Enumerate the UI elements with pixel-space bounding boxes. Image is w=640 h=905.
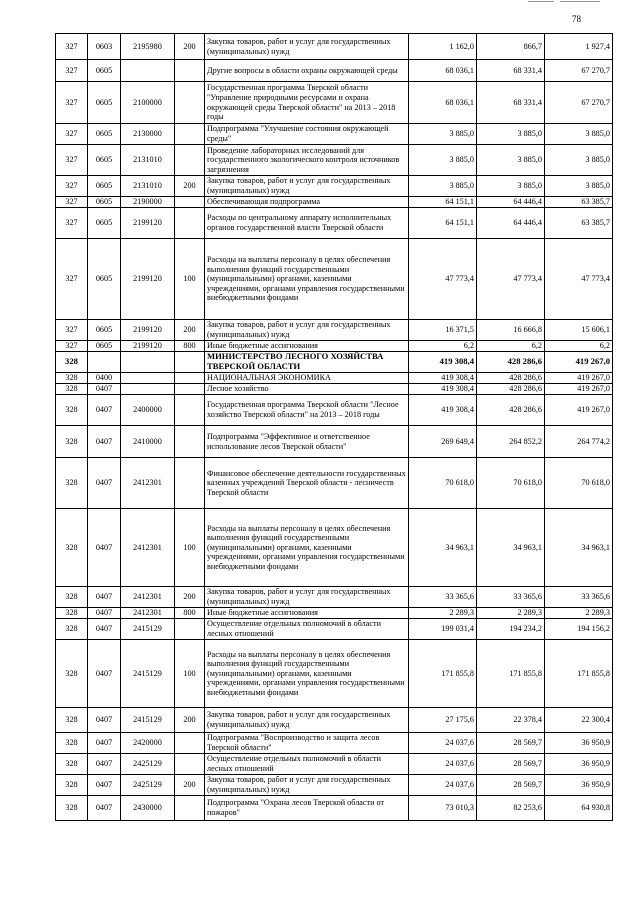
section-code-cell: 0407 [88, 754, 121, 775]
target-article-cell [121, 352, 175, 373]
section-code-cell: 0407 [88, 708, 121, 733]
section-code-cell: 0407 [88, 395, 121, 426]
dept-code-cell: 328 [56, 733, 88, 754]
expense-type-cell [175, 619, 205, 640]
dept-code-cell: 327 [56, 320, 88, 341]
item-name-cell: Осуществление отдельных полномочий в области лесных отношений [205, 619, 409, 640]
target-article-cell: 2410000 [121, 426, 175, 458]
section-code-cell: 0605 [88, 82, 121, 124]
item-name-cell: Расходы на выплаты персоналу в целях обеспечения выполнения функций государственными (муниципальными) органами, казенными учреждениями, органами управления государственными внебюджетными фондами [205, 239, 409, 320]
expense-type-cell [175, 373, 205, 384]
amount-2015-cell: 34 963,1 [477, 509, 545, 587]
amount-2014-cell: 33 365,6 [409, 587, 477, 608]
section-code-cell: 0605 [88, 341, 121, 352]
amount-2015-cell: 3 885,0 [477, 124, 545, 145]
expense-type-cell [175, 352, 205, 373]
amount-2016-cell: 194 156,2 [545, 619, 613, 640]
section-code-cell: 0407 [88, 775, 121, 796]
expense-type-cell [175, 458, 205, 509]
expense-type-cell: 100 [175, 239, 205, 320]
amount-2015-cell: 82 253,6 [477, 796, 545, 821]
amount-2014-cell: 2 289,3 [409, 608, 477, 619]
dept-code-cell: 327 [56, 60, 88, 82]
section-code-cell: 0605 [88, 197, 121, 208]
amount-2015-cell: 866,7 [477, 34, 545, 60]
amount-2015-cell: 428 286,6 [477, 384, 545, 395]
amount-2014-cell: 3 885,0 [409, 176, 477, 197]
table-row [56, 60, 613, 82]
item-name-cell: Подпрограмма "Воспроизводство и защита лесов Тверской области" [205, 733, 409, 754]
target-article-cell: 2420000 [121, 733, 175, 754]
amount-2014-cell: 34 963,1 [409, 509, 477, 587]
amount-2016-cell: 3 885,0 [545, 176, 613, 197]
amount-2016-cell: 15 606,1 [545, 320, 613, 341]
dept-code-cell: 328 [56, 796, 88, 821]
target-article-cell: 2425129 [121, 775, 175, 796]
table-row [56, 384, 613, 395]
table-row [56, 239, 613, 320]
amount-2016-cell: 3 885,0 [545, 124, 613, 145]
table-row [56, 82, 613, 124]
expense-type-cell [175, 796, 205, 821]
amount-2015-cell: 194 234,2 [477, 619, 545, 640]
amount-2015-cell: 68 331,4 [477, 60, 545, 82]
expense-type-cell: 200 [175, 775, 205, 796]
amount-2015-cell: 428 286,6 [477, 352, 545, 373]
amount-2015-cell: 47 773,4 [477, 239, 545, 320]
item-name-cell: Лесное хозяйство [205, 384, 409, 395]
expense-type-cell: 800 [175, 341, 205, 352]
section-code-cell [88, 352, 121, 373]
item-name-cell: Подпрограмма "Улучшение состояния окружающей среды" [205, 124, 409, 145]
amount-2014-cell: 24 037,6 [409, 754, 477, 775]
target-article-cell [121, 60, 175, 82]
dept-code-cell: 328 [56, 509, 88, 587]
table-row [56, 708, 613, 733]
amount-2014-cell: 68 036,1 [409, 60, 477, 82]
section-code-cell: 0605 [88, 208, 121, 239]
section-code-cell: 0407 [88, 509, 121, 587]
amount-2015-cell: 28 569,7 [477, 733, 545, 754]
amount-2014-cell: 6,2 [409, 341, 477, 352]
item-name-cell: Государственная программа Тверской области "Лесное хозяйство Тверской области" на 2013 – 2018 годы [205, 395, 409, 426]
item-name-cell: Государственная программа Тверской области "Управление природными ресурсами и охрана окружающей среды Тверской области" на 2013 – 2018 годы [205, 82, 409, 124]
amount-2016-cell: 63 385,7 [545, 208, 613, 239]
amount-2015-cell: 70 618,0 [477, 458, 545, 509]
item-name-cell: Закупка товаров, работ и услуг для государственных (муниципальных) нужд [205, 587, 409, 608]
amount-2016-cell: 36 950,9 [545, 775, 613, 796]
table-row [56, 124, 613, 145]
amount-2016-cell: 34 963,1 [545, 509, 613, 587]
dept-code-cell: 328 [56, 754, 88, 775]
target-article-cell: 2412301 [121, 458, 175, 509]
section-code-cell: 0407 [88, 587, 121, 608]
section-code-cell: 0605 [88, 60, 121, 82]
amount-2015-cell: 33 365,6 [477, 587, 545, 608]
amount-2014-cell: 419 308,4 [409, 352, 477, 373]
dept-code-cell: 327 [56, 239, 88, 320]
section-code-cell: 0603 [88, 34, 121, 60]
dept-code-cell: 327 [56, 145, 88, 176]
amount-2016-cell: 70 618,0 [545, 458, 613, 509]
item-name-cell: Подпрограмма "Эффективное и ответственное использование лесов Тверской области" [205, 426, 409, 458]
section-code-cell: 0400 [88, 373, 121, 384]
budget-table [55, 33, 613, 821]
amount-2016-cell: 419 267,0 [545, 352, 613, 373]
amount-2015-cell: 28 569,7 [477, 754, 545, 775]
dept-code-cell: 327 [56, 341, 88, 352]
dept-code-cell: 328 [56, 352, 88, 373]
amount-2015-cell: 64 446,4 [477, 197, 545, 208]
target-article-cell: 2199120 [121, 239, 175, 320]
table-row [56, 426, 613, 458]
table-row [56, 619, 613, 640]
expense-type-cell [175, 145, 205, 176]
item-name-cell: Закупка товаров, работ и услуг для государственных (муниципальных) нужд [205, 176, 409, 197]
dept-code-cell: 328 [56, 619, 88, 640]
section-code-cell: 0605 [88, 124, 121, 145]
section-code-cell: 0605 [88, 145, 121, 176]
amount-2015-cell: 16 666,8 [477, 320, 545, 341]
target-article-cell: 2412301 [121, 509, 175, 587]
amount-2016-cell: 64 930,8 [545, 796, 613, 821]
item-name-cell: НАЦИОНАЛЬНАЯ ЭКОНОМИКА [205, 373, 409, 384]
section-code-cell: 0407 [88, 426, 121, 458]
target-article-cell: 2130000 [121, 124, 175, 145]
target-article-cell: 2199120 [121, 320, 175, 341]
amount-2014-cell: 64 151,1 [409, 208, 477, 239]
item-name-cell: Проведение лабораторных исследований для государственного экологического контроля источников загрязнения [205, 145, 409, 176]
amount-2016-cell: 264 774,2 [545, 426, 613, 458]
item-name-cell: Закупка товаров, работ и услуг для государственных (муниципальных) нужд [205, 775, 409, 796]
amount-2016-cell: 1 927,4 [545, 34, 613, 60]
expense-type-cell: 200 [175, 708, 205, 733]
amount-2016-cell: 2 289,3 [545, 608, 613, 619]
amount-2014-cell: 47 773,4 [409, 239, 477, 320]
expense-type-cell [175, 754, 205, 775]
item-name-cell: Иные бюджетные ассигнования [205, 341, 409, 352]
target-article-cell: 2430000 [121, 796, 175, 821]
dept-code-cell: 327 [56, 176, 88, 197]
section-code-cell: 0407 [88, 458, 121, 509]
amount-2016-cell: 47 773,4 [545, 239, 613, 320]
dept-code-cell: 328 [56, 384, 88, 395]
item-name-cell: Иные бюджетные ассигнования [205, 608, 409, 619]
section-code-cell: 0407 [88, 733, 121, 754]
amount-2014-cell: 16 371,5 [409, 320, 477, 341]
dept-code-cell: 327 [56, 82, 88, 124]
table-row [56, 796, 613, 821]
amount-2014-cell: 419 308,4 [409, 384, 477, 395]
section-code-cell: 0407 [88, 796, 121, 821]
expense-type-cell: 200 [175, 176, 205, 197]
dept-code-cell: 327 [56, 34, 88, 60]
dept-code-cell: 328 [56, 640, 88, 708]
top-rule-right [560, 1, 600, 2]
dept-code-cell: 328 [56, 608, 88, 619]
expense-type-cell: 200 [175, 320, 205, 341]
expense-type-cell [175, 733, 205, 754]
target-article-cell: 2131010 [121, 176, 175, 197]
table-row [56, 373, 613, 384]
target-article-cell [121, 384, 175, 395]
section-code-cell: 0407 [88, 640, 121, 708]
expense-type-cell [175, 124, 205, 145]
amount-2014-cell: 24 037,6 [409, 733, 477, 754]
item-name-cell: Расходы на выплаты персоналу в целях обеспечения выполнения функций государственными (муниципальными) органами, казенными учреждениями, органами управления государственными внебюджетными фондами [205, 509, 409, 587]
amount-2014-cell: 419 308,4 [409, 395, 477, 426]
item-name-cell: Обеспечивающая подпрограмма [205, 197, 409, 208]
item-name-cell: Закупка товаров, работ и услуг для государственных (муниципальных) нужд [205, 34, 409, 60]
section-code-cell: 0407 [88, 384, 121, 395]
amount-2014-cell: 171 855,8 [409, 640, 477, 708]
amount-2015-cell: 3 885,0 [477, 145, 545, 176]
expense-type-cell [175, 426, 205, 458]
section-code-cell: 0605 [88, 176, 121, 197]
item-name-cell: Осуществление отдельных полномочий в области лесных отношений [205, 754, 409, 775]
amount-2015-cell: 264 852,2 [477, 426, 545, 458]
table-row [56, 352, 613, 373]
target-article-cell: 2400000 [121, 395, 175, 426]
item-name-cell: МИНИСТЕРСТВО ЛЕСНОГО ХОЗЯЙСТВА ТВЕРСКОЙ ОБЛАСТИ [205, 352, 409, 373]
item-name-cell: Закупка товаров, работ и услуг для государственных (муниципальных) нужд [205, 708, 409, 733]
dept-code-cell: 328 [56, 708, 88, 733]
expense-type-cell: 200 [175, 34, 205, 60]
item-name-cell: Расходы на выплаты персоналу в целях обеспечения выполнения функций государственными (муниципальными) органами, казенными учреждениями, органами управления государственными внебюджетными фондами [205, 640, 409, 708]
amount-2016-cell: 419 267,0 [545, 373, 613, 384]
top-rule-left [528, 1, 554, 2]
amount-2015-cell: 428 286,6 [477, 395, 545, 426]
amount-2016-cell: 63 385,7 [545, 197, 613, 208]
amount-2014-cell: 24 037,6 [409, 775, 477, 796]
dept-code-cell: 328 [56, 587, 88, 608]
amount-2016-cell: 419 267,0 [545, 395, 613, 426]
amount-2016-cell: 3 885,0 [545, 145, 613, 176]
expense-type-cell [175, 82, 205, 124]
amount-2015-cell: 428 286,6 [477, 373, 545, 384]
expense-type-cell [175, 384, 205, 395]
amount-2016-cell: 33 365,6 [545, 587, 613, 608]
dept-code-cell: 328 [56, 373, 88, 384]
amount-2014-cell: 199 031,4 [409, 619, 477, 640]
expense-type-cell: 100 [175, 640, 205, 708]
dept-code-cell: 328 [56, 775, 88, 796]
target-article-cell: 2425129 [121, 754, 175, 775]
section-code-cell: 0407 [88, 619, 121, 640]
target-article-cell: 2195980 [121, 34, 175, 60]
table-row [56, 145, 613, 176]
amount-2015-cell: 68 331,4 [477, 82, 545, 124]
table-row [56, 341, 613, 352]
page-number: 78 [572, 14, 581, 24]
target-article-cell [121, 373, 175, 384]
target-article-cell: 2100000 [121, 82, 175, 124]
target-article-cell: 2415129 [121, 708, 175, 733]
target-article-cell: 2199120 [121, 341, 175, 352]
table-row [56, 176, 613, 197]
amount-2016-cell: 22 300,4 [545, 708, 613, 733]
target-article-cell: 2412301 [121, 587, 175, 608]
target-article-cell: 2415129 [121, 619, 175, 640]
table-row [56, 640, 613, 708]
dept-code-cell: 328 [56, 458, 88, 509]
amount-2014-cell: 269 649,4 [409, 426, 477, 458]
dept-code-cell: 328 [56, 426, 88, 458]
table-row [56, 775, 613, 796]
amount-2014-cell: 64 151,1 [409, 197, 477, 208]
table-row [56, 733, 613, 754]
amount-2015-cell: 28 569,7 [477, 775, 545, 796]
dept-code-cell: 327 [56, 197, 88, 208]
expense-type-cell [175, 208, 205, 239]
expense-type-cell [175, 60, 205, 82]
table-row [56, 587, 613, 608]
table-row [56, 754, 613, 775]
amount-2014-cell: 3 885,0 [409, 145, 477, 176]
table-row [56, 197, 613, 208]
amount-2014-cell: 3 885,0 [409, 124, 477, 145]
expense-type-cell: 200 [175, 587, 205, 608]
expense-type-cell: 800 [175, 608, 205, 619]
target-article-cell: 2412301 [121, 608, 175, 619]
amount-2016-cell: 67 270,7 [545, 60, 613, 82]
table-row [56, 34, 613, 60]
amount-2015-cell: 22 378,4 [477, 708, 545, 733]
item-name-cell: Расходы по центральному аппарату исполнительных органов государственной власти Тверской области [205, 208, 409, 239]
section-code-cell: 0605 [88, 239, 121, 320]
amount-2015-cell: 171 855,8 [477, 640, 545, 708]
item-name-cell: Другие вопросы в области охраны окружающей среды [205, 60, 409, 82]
section-code-cell: 0407 [88, 608, 121, 619]
table-row [56, 208, 613, 239]
dept-code-cell: 327 [56, 208, 88, 239]
amount-2015-cell: 2 289,3 [477, 608, 545, 619]
amount-2016-cell: 419 267,0 [545, 384, 613, 395]
amount-2015-cell: 64 446,4 [477, 208, 545, 239]
expense-type-cell [175, 197, 205, 208]
amount-2014-cell: 1 162,0 [409, 34, 477, 60]
table-row [56, 320, 613, 341]
amount-2016-cell: 36 950,9 [545, 733, 613, 754]
item-name-cell: Подпрограмма "Охрана лесов Тверской области от пожаров" [205, 796, 409, 821]
amount-2014-cell: 27 175,6 [409, 708, 477, 733]
item-name-cell: Закупка товаров, работ и услуг для государственных (муниципальных) нужд [205, 320, 409, 341]
amount-2014-cell: 419 308,4 [409, 373, 477, 384]
table-row [56, 608, 613, 619]
amount-2014-cell: 73 010,3 [409, 796, 477, 821]
amount-2015-cell: 6,2 [477, 341, 545, 352]
target-article-cell: 2415129 [121, 640, 175, 708]
amount-2016-cell: 171 855,8 [545, 640, 613, 708]
amount-2015-cell: 3 885,0 [477, 176, 545, 197]
amount-2016-cell: 36 950,9 [545, 754, 613, 775]
target-article-cell: 2190000 [121, 197, 175, 208]
expense-type-cell: 100 [175, 509, 205, 587]
target-article-cell: 2199120 [121, 208, 175, 239]
table-row [56, 509, 613, 587]
amount-2016-cell: 67 270,7 [545, 82, 613, 124]
item-name-cell: Финансовое обеспечение деятельности государственных казенных учреждений Тверской области - лесничеств Тверской области [205, 458, 409, 509]
dept-code-cell: 327 [56, 124, 88, 145]
amount-2014-cell: 68 036,1 [409, 82, 477, 124]
table-body [56, 34, 613, 821]
amount-2016-cell: 6,2 [545, 341, 613, 352]
section-code-cell: 0605 [88, 320, 121, 341]
dept-code-cell: 328 [56, 395, 88, 426]
table-row [56, 458, 613, 509]
amount-2014-cell: 70 618,0 [409, 458, 477, 509]
expense-type-cell [175, 395, 205, 426]
table-row [56, 395, 613, 426]
target-article-cell: 2131010 [121, 145, 175, 176]
